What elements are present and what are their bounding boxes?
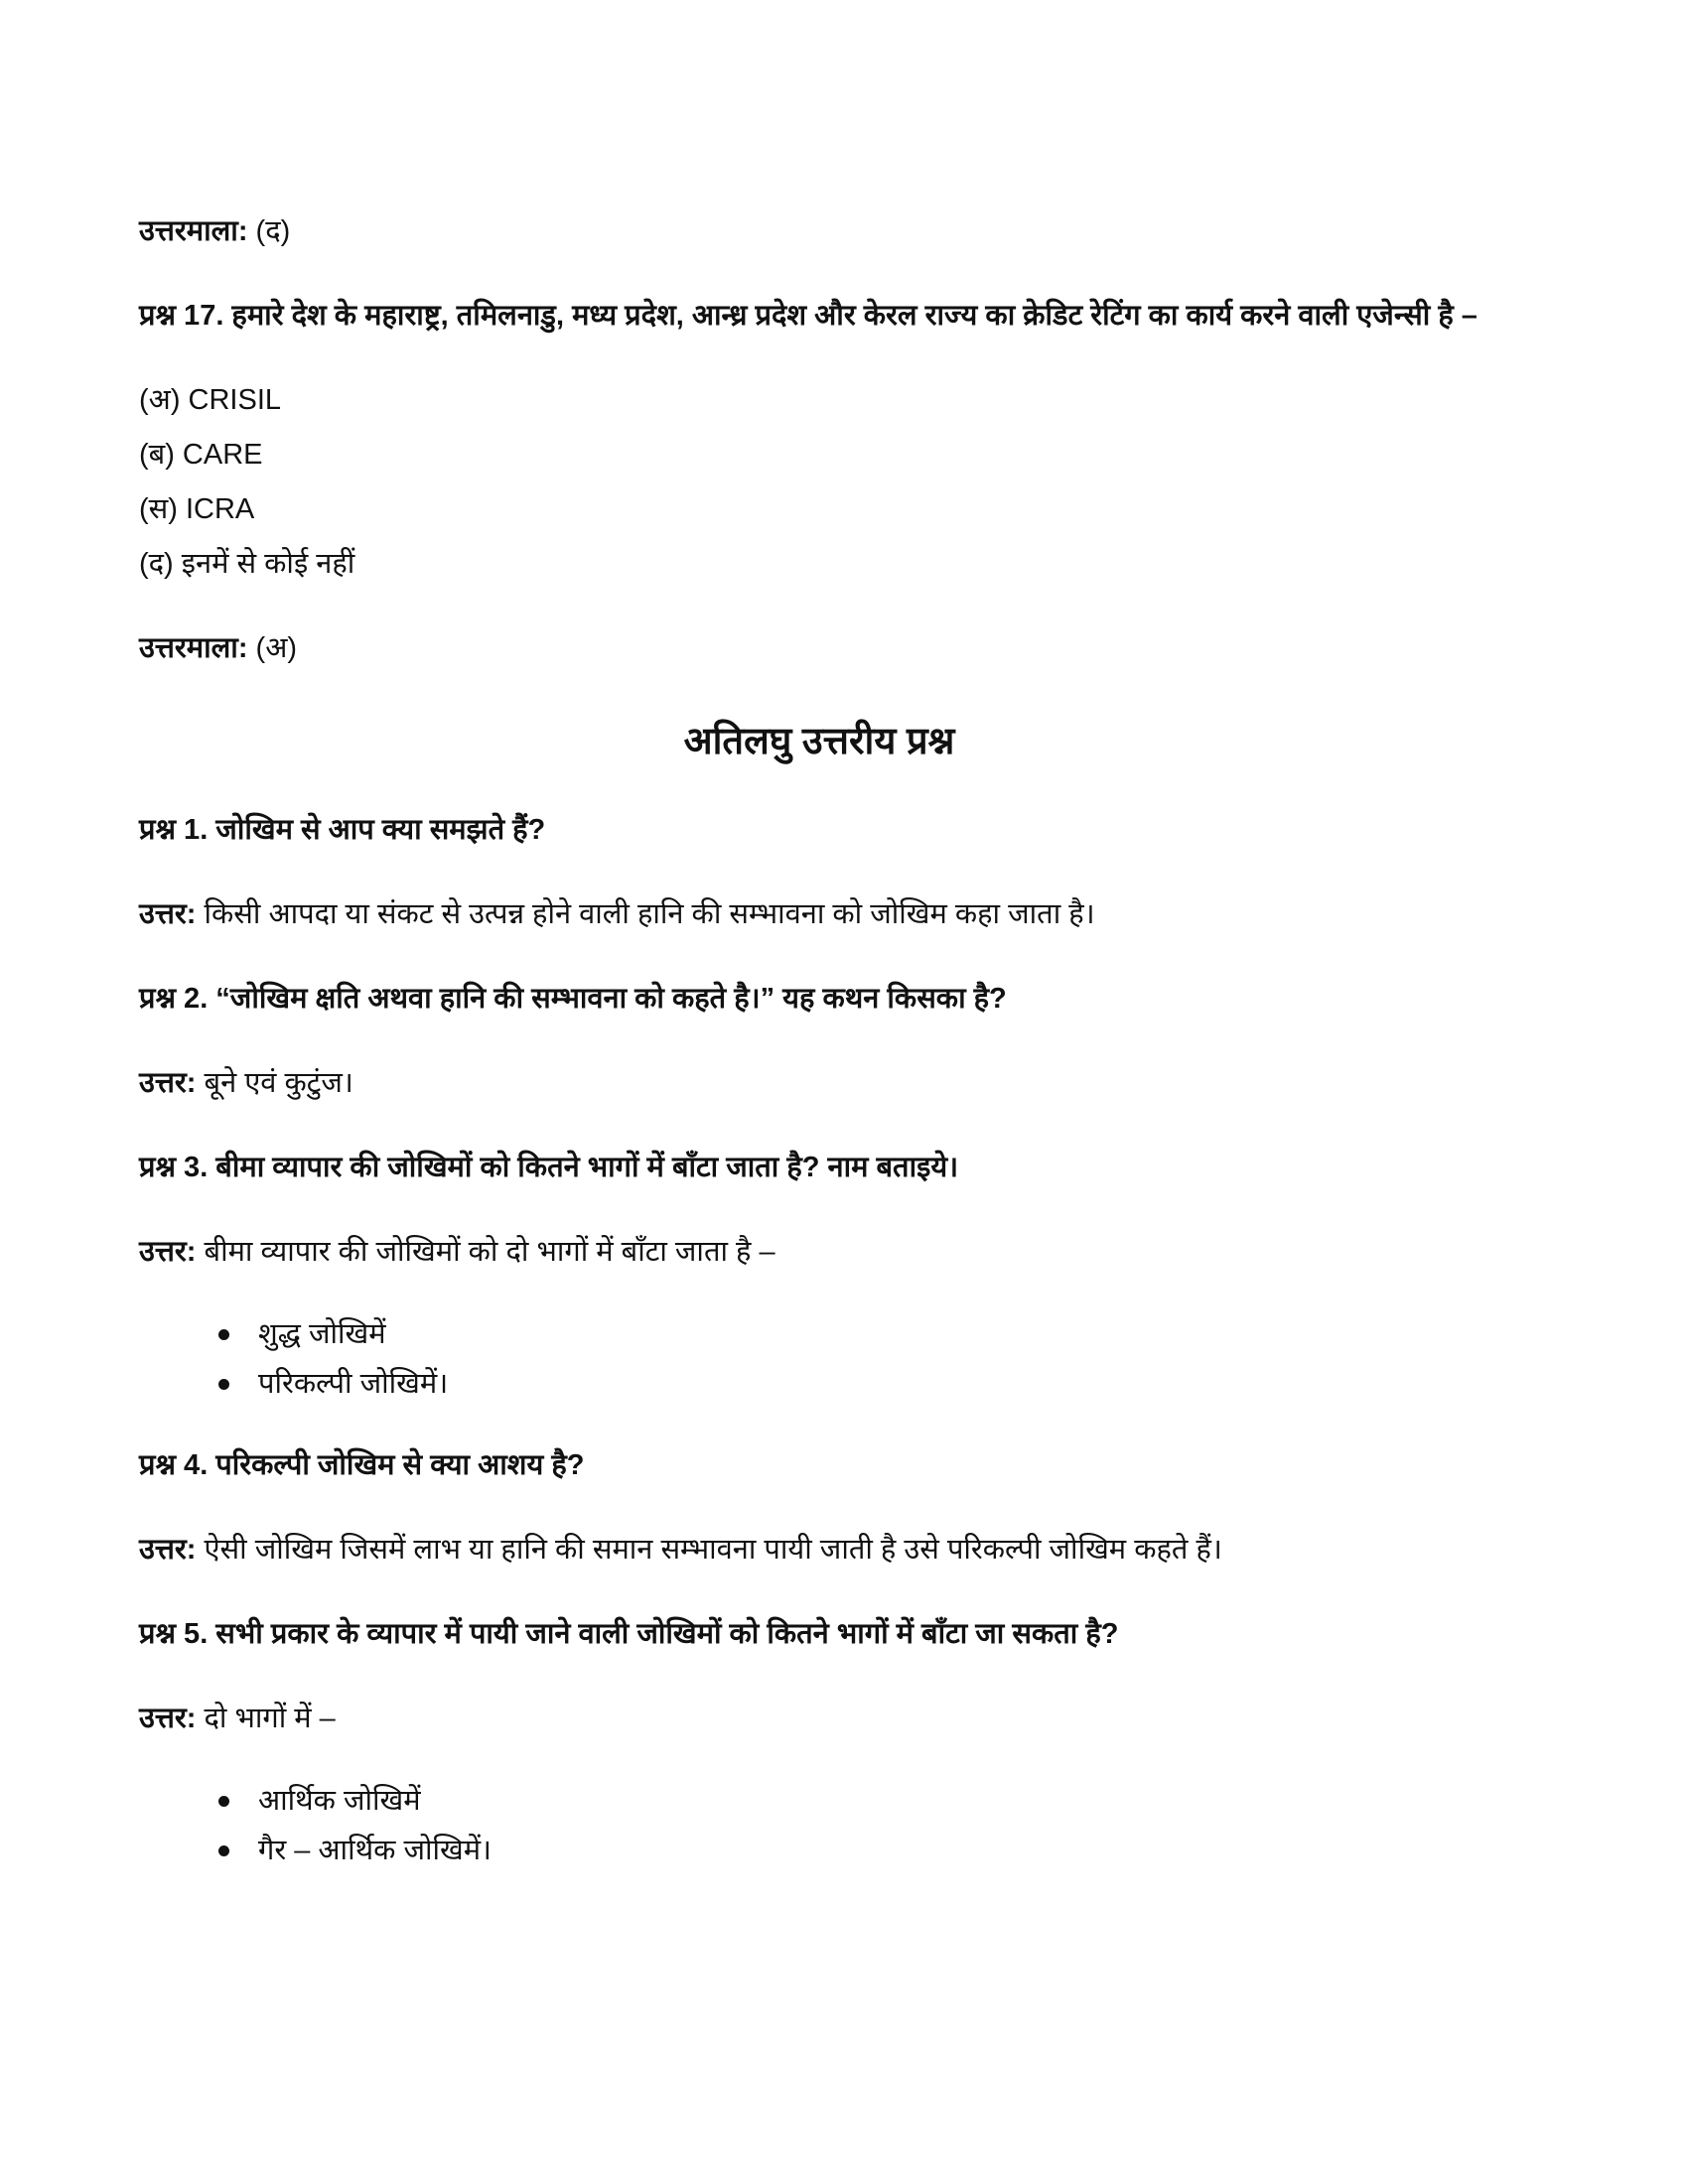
answer-label: उत्तर: xyxy=(139,1236,197,1268)
answer-key-line-17 xyxy=(139,621,1499,676)
answer-text: बीमा व्यापार की जोखिमों को दो भागों में बाँटा जाता है – xyxy=(204,1236,775,1268)
answer-label: उत्तर: xyxy=(139,1067,197,1099)
answer-4-line xyxy=(139,1523,1499,1577)
answer-key-line-prev xyxy=(139,205,1499,259)
option-a: (अ) CRISIL xyxy=(139,384,281,416)
answer-text: बूने एवं कुटुंज। xyxy=(204,1067,353,1099)
answer-label: उत्तर: xyxy=(139,898,197,930)
answer-key-value: (अ) xyxy=(255,632,298,664)
option-s: (स) ICRA xyxy=(139,493,255,525)
question-1-text: प्रश्न 1. जोखिम से आप क्या समझते हैं? xyxy=(139,814,546,846)
question-4-text: प्रश्न 4. परिकल्पी जोखिम से क्या आशय है? xyxy=(139,1449,585,1481)
answer-label: उत्तर: xyxy=(139,1534,197,1566)
list-item: परिकल्पी जोखिमें। xyxy=(218,1359,1499,1409)
answer-key-label: उत्तरमाला: xyxy=(139,632,248,664)
list-item: आर्थिक जोखिमें xyxy=(218,1776,1499,1826)
answer-key-value: (द) xyxy=(255,215,291,247)
question-2-text: प्रश्न 2. “जोखिम क्षति अथवा हानि की सम्भावना को कहते है।” यह कथन किसका है? xyxy=(139,983,1007,1015)
answer-2-line xyxy=(139,1056,1499,1111)
option-b: (ब) CARE xyxy=(139,439,263,471)
answer-text: ऐसी जोखिम जिसमें लाभ या हानि की समान सम्भावना पायी जाती है उसे परिकल्पी जोखिम कहते हैं। xyxy=(204,1534,1222,1566)
question-5-text: प्रश्न 5. सभी प्रकार के व्यापार में पायी जाने वाली जोखिमों को कितने भागों में बाँटा जा सकता है? xyxy=(139,1618,1119,1650)
option-d: (द) इनमें से कोई नहीं xyxy=(139,548,355,580)
answer-text: किसी आपदा या संकट से उत्पन्न होने वाली हानि की सम्भावना को जोखिम कहा जाता है। xyxy=(204,898,1095,930)
answer-5-bullet-list xyxy=(139,1776,1499,1875)
section-heading: अतिलघु उत्तरीय प्रश्न xyxy=(683,721,955,762)
answer-3-line xyxy=(139,1225,1499,1280)
question-17-text: प्रश्न 17. हमारे देश के महाराष्ट्र, तमिलनाडु, मध्य प्रदेश, आन्ध्र प्रदेश और केरल राज्य का क्रेडिट रेटिंग का कार्य करने वाली एजेन्सी है – xyxy=(139,300,1477,332)
answer-label: उत्तर: xyxy=(139,1703,197,1734)
list-item: गैर – आर्थिक जोखिमें। xyxy=(218,1826,1499,1875)
list-item: शुद्ध जोखिमें xyxy=(218,1309,1499,1359)
answer-1-line xyxy=(139,887,1499,942)
answer-key-label: उत्तरमाला: xyxy=(139,215,248,247)
answer-text: दो भागों में – xyxy=(204,1703,336,1734)
question-17-options xyxy=(139,373,1499,592)
question-3-text: प्रश्न 3. बीमा व्यापार की जोखिमों को कितने भागों में बाँटा जाता है? नाम बताइये। xyxy=(139,1152,959,1183)
answer-5-line xyxy=(139,1692,1499,1746)
answer-3-bullet-list xyxy=(139,1309,1499,1409)
